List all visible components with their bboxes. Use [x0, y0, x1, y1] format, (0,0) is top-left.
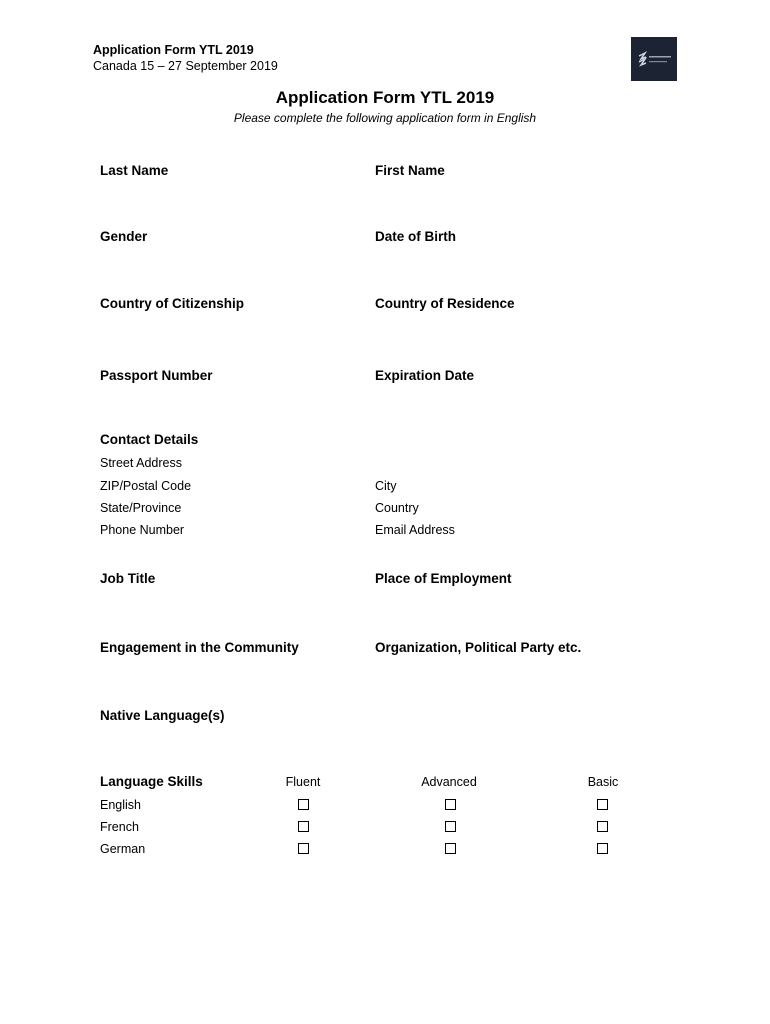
english-advanced-checkbox[interactable] — [445, 799, 456, 810]
level-advanced-header: Advanced — [421, 775, 477, 789]
email-label: Email Address — [375, 523, 455, 537]
street-address-label: Street Address — [100, 456, 182, 470]
contact-details-heading: Contact Details — [100, 432, 199, 447]
german-basic-checkbox[interactable] — [597, 843, 608, 854]
language-german-label: German — [100, 842, 146, 856]
country-of-residence-label: Country of Residence — [375, 296, 515, 311]
last-name-label: Last Name — [100, 163, 169, 178]
zip-label: ZIP/Postal Code — [100, 479, 192, 493]
french-fluent-checkbox[interactable] — [298, 821, 309, 832]
passport-number-label: Passport Number — [100, 368, 213, 383]
country-label: Country — [375, 501, 419, 515]
language-french-label: French — [100, 820, 139, 834]
english-fluent-checkbox[interactable] — [298, 799, 309, 810]
french-advanced-checkbox[interactable] — [445, 821, 456, 832]
level-fluent-header: Fluent — [285, 775, 321, 789]
header-title: Application Form YTL 2019 — [93, 43, 254, 57]
language-english-label: English — [100, 798, 141, 812]
language-skills-heading: Language Skills — [100, 774, 203, 789]
job-title-label: Job Title — [100, 571, 156, 586]
date-of-birth-label: Date of Birth — [375, 229, 456, 244]
gender-label: Gender — [100, 229, 148, 244]
organization-label: Organization, Political Party etc. — [375, 640, 582, 655]
country-of-citizenship-label: Country of Citizenship — [100, 296, 244, 311]
phone-label: Phone Number — [100, 523, 185, 537]
german-advanced-checkbox[interactable] — [445, 843, 456, 854]
engagement-label: Engagement in the Community — [100, 640, 299, 655]
header-subtitle: Canada 15 – 27 September 2019 — [93, 59, 278, 73]
city-label: City — [375, 479, 397, 493]
organization-logo-icon — [631, 37, 677, 81]
form-title: Application Form YTL 2019 — [275, 88, 495, 107]
form-instructions: Please complete the following application form in English — [233, 111, 537, 125]
first-name-label: First Name — [375, 163, 445, 178]
level-basic-header: Basic — [587, 775, 619, 789]
french-basic-checkbox[interactable] — [597, 821, 608, 832]
expiration-date-label: Expiration Date — [375, 368, 475, 383]
native-languages-label: Native Language(s) — [100, 708, 225, 723]
german-fluent-checkbox[interactable] — [298, 843, 309, 854]
english-basic-checkbox[interactable] — [597, 799, 608, 810]
state-label: State/Province — [100, 501, 182, 515]
place-of-employment-label: Place of Employment — [375, 571, 512, 586]
